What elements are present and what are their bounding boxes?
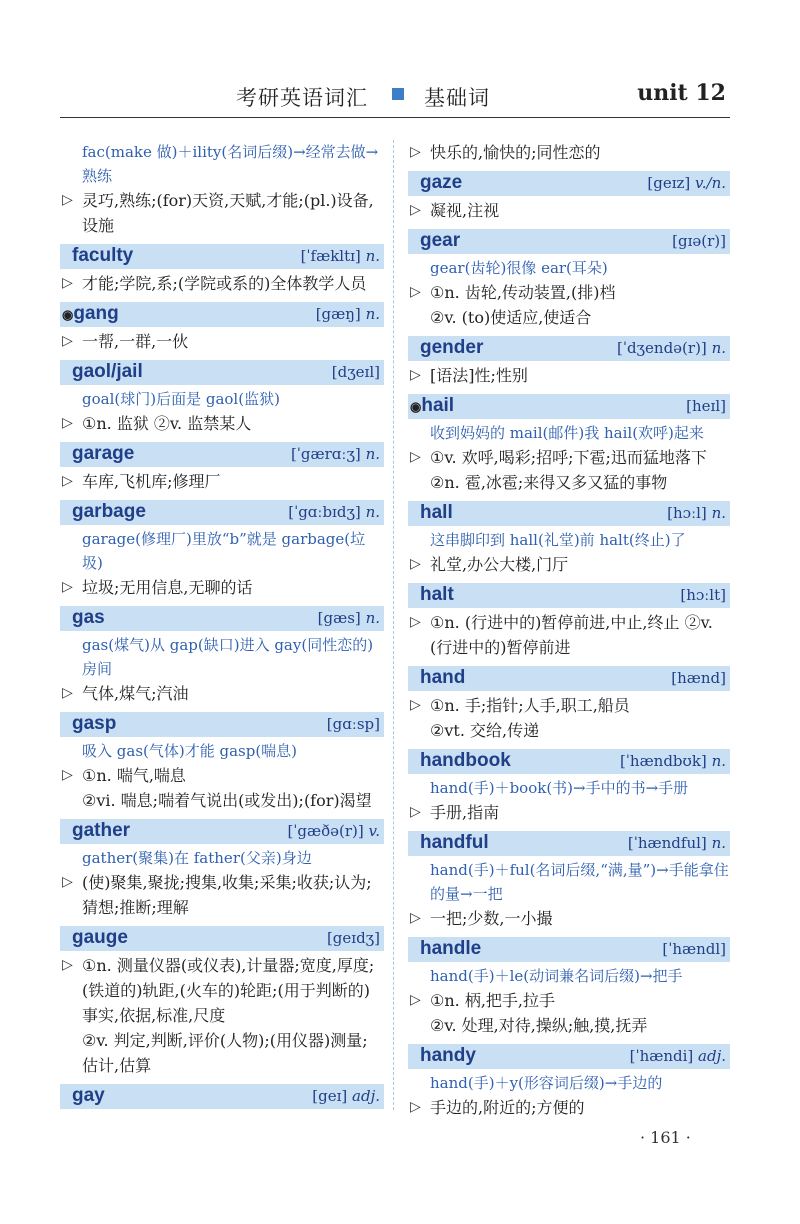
headword-bar [408,749,730,774]
book-subtitle: 基础词 [424,86,490,110]
definition-line [60,188,382,238]
headword-text: handle [420,938,482,959]
word-entry [408,336,730,388]
definition-text: ①n. 测量仪器(或仪表),计量器;宽度,厚度;(铁道的)轨距,(火车的)轮距;(用于判断的)事实,依据,标准,尺度 [82,956,375,1025]
word-entry [408,394,730,495]
definition-text: 一把;少数,一小撮 [430,909,553,928]
definition-text: 垃圾;无用信息,无聊的话 [82,578,253,597]
headword [72,713,116,735]
phonetic [318,609,380,627]
mnemonic-text: hand(手)＋le(动词兼名词后缀)→把手 [430,967,683,985]
word-entry [60,606,382,706]
mnemonic-text: goal(球门)后面是 gaol(监狱) [82,390,280,408]
headword-text: hall [420,502,453,523]
headword-bar [60,819,384,844]
definition-marker-icon: ▷ [62,192,73,208]
phonetic-text: [dʒeɪl] [331,363,380,381]
definition-text: 快乐的,愉快的;同性恋的 [430,143,601,162]
headword [420,1045,476,1067]
definition-marker-icon: ▷ [410,202,421,218]
word-entry [60,360,382,436]
headword-bar [60,1084,384,1109]
headword-bar [408,937,730,962]
headword-text: handbook [420,750,511,771]
phonetic [647,174,726,192]
headword-bar [408,1044,730,1069]
headword-bar [408,501,730,526]
headword-text: handy [420,1045,476,1066]
phonetic-text: [gɑːsp] [326,715,380,733]
headword-text: garage [72,443,135,464]
headword-bar [60,360,384,385]
key-word-bullet-icon: ◉ [62,307,74,322]
phonetic [620,752,726,770]
phonetic-text: [ˈgæðə(r)] [287,822,364,840]
headword-text: gauge [72,927,128,948]
word-entry [60,819,382,920]
phonetic [332,363,380,381]
definition-line [60,681,382,706]
page-header [0,0,800,120]
definition-marker-icon: ▷ [62,685,73,701]
definition-marker-icon: ▷ [62,874,73,890]
definition-marker-icon: ▷ [62,415,73,431]
phonetic-text: [hɔːl] [667,504,707,522]
definition-marker-icon: ▷ [410,284,421,300]
definition-text: ②vi. 喘息;喘着气说出(或发出);(for)渴望 [82,791,372,810]
headword [420,750,511,772]
part-of-speech: n. [711,834,726,852]
definition-text: 凝视,注视 [430,201,500,220]
definition-line [408,800,730,825]
phonetic [288,503,380,521]
definition-line [408,445,730,470]
definition-text: 手册,指南 [430,803,500,822]
phonetic-text: [gæs] [317,609,361,627]
definition-line [408,1095,730,1120]
part-of-speech: n. [711,504,726,522]
phonetic [287,822,380,840]
phonetic [301,247,380,265]
word-entry [60,926,382,1078]
headword-bar [60,500,384,525]
definition-marker-icon: ▷ [410,367,421,383]
phonetic [291,445,380,463]
phonetic-text: [gɪə(r)] [672,232,726,250]
headword [420,938,481,960]
definition-marker-icon: ▷ [410,910,421,926]
definition-text: ②vt. 交给,传递 [430,721,540,740]
definition-text: 车库,飞机库;修理厂 [82,472,221,491]
part-of-speech: n. [711,752,726,770]
definition-text: ①n. 喘气,喘息 [82,766,186,785]
definition-marker-icon: ▷ [410,449,421,465]
definition-text: [语法]性;性别 [430,366,528,385]
headword [72,820,130,842]
headword [420,502,453,524]
mnemonic-text: fac(make 做)＋ility(名词后缀)→经常去做→熟练 [82,143,379,185]
word-entry [60,712,382,813]
definition-text: 礼堂,办公大楼,门厅 [430,555,569,574]
definition-line [408,280,730,305]
mnemonic-text: gather(聚集)在 father(父亲)身边 [82,849,312,867]
part-of-speech: n. [365,445,380,463]
word-entry [408,501,730,577]
headword-bar [408,336,730,361]
definition-text: ①v. 欢呼,喝彩;招呼;下雹;迅而猛地落下 [430,448,707,467]
headword [420,230,460,252]
headword-bar [408,583,730,608]
part-of-speech: n. [365,503,380,521]
definition-text: ②n. 雹,冰雹;来得又多又猛的事物 [430,473,668,492]
phonetic-text: [hɔːlt] [680,586,726,604]
headword-text: gender [420,337,484,358]
part-of-speech: v. [368,822,380,840]
unit-label: unit 12 [637,80,726,106]
word-entry [60,244,382,296]
mnemonic-text: gear(齿轮)很像 ear(耳朵) [430,259,608,277]
phonetic-text: [hænd] [671,669,726,687]
headword-bar [408,831,730,856]
mnemonic-text: hand(手)＋book(书)→手中的书→手册 [430,779,689,797]
definition-marker-icon: ▷ [410,614,421,630]
phonetic [686,397,726,415]
word-entry [408,583,730,660]
phonetic-text: [heɪl] [686,397,726,415]
headword-text: garbage [72,501,146,522]
definition-line [60,329,382,354]
key-word-bullet-icon: ◉ [410,399,422,414]
phonetic-text: [ˈhændi] [629,1047,694,1065]
phonetic-text: [gæŋ] [315,305,361,323]
definition-marker-icon: ▷ [62,473,73,489]
mnemonic-text: 收到妈妈的 mail(邮件)我 hail(欢呼)起来 [430,424,704,442]
headword-bar [60,712,384,737]
headword [72,927,128,949]
definition-text: ①n. 齿轮,传动装置,(排)档 [430,283,616,302]
word-entry [408,171,730,223]
headword-text: halt [420,584,454,605]
definition-marker-icon: ▷ [410,1099,421,1115]
headword-bar [60,606,384,631]
headword-bar [408,229,730,254]
headword-text: hail [421,395,455,416]
phonetic-text: [geɪz] [647,174,691,192]
headword-text: gay [72,1085,105,1106]
word-entry [60,1084,382,1109]
definition-marker-icon: ▷ [62,767,73,783]
word-entry [408,831,730,931]
mnemonic-text: hand(手)＋ful(名词后缀,“满,量”)→手能拿住的量→一把 [430,861,729,903]
definition-text: ①n. 柄,把手,拉手 [430,991,555,1010]
definition-line [60,763,382,788]
definition-line [408,140,730,165]
left-column [60,140,382,1111]
header-square-icon [392,88,404,100]
phonetic [680,586,726,604]
headword [72,245,133,267]
part-of-speech: adj. [352,1087,380,1105]
definition-text: ①n. (行进中的)暂停前进,中止,终止 ②v. (行进中的)暂停前进 [430,613,713,657]
headword-text: gear [420,230,461,251]
column-divider [393,140,394,1110]
headword-bar [408,171,730,196]
definition-text: ②v. (to)使适应,使适合 [430,308,592,327]
mnemonic-text: gas(煤气)从 gap(缺口)进入 gay(同性恋的)房间 [82,636,374,678]
definition-line [60,953,382,1028]
headword [72,1085,105,1107]
headword [72,361,143,383]
definition-text: 气体,煤气;汽油 [82,684,189,703]
mnemonic-text: garage(修理厂)里放“b”就是 garbage(垃圾) [82,530,366,572]
phonetic-text: [ˈdʒendə(r)] [616,339,707,357]
part-of-speech: n. [365,247,380,265]
phonetic-text: [ˈgɑːbɪdʒ] [288,503,361,521]
definition-marker-icon: ▷ [62,579,73,595]
definition-line [408,363,730,388]
word-entry [60,442,382,494]
headword-text: faculty [72,245,134,266]
part-of-speech: n. [365,305,380,323]
definition-marker-icon: ▷ [410,804,421,820]
headword [410,395,454,417]
definition-line [60,271,382,296]
headword [72,443,134,465]
phonetic [672,232,726,250]
headword [420,832,489,854]
phonetic [327,929,380,947]
phonetic-text: [ˈhændful] [627,834,707,852]
headword-text: gaze [420,172,463,193]
definition-text: ①n. 监狱 ②v. 监禁某人 [82,414,252,433]
book-title: 考研英语词汇 [236,86,368,110]
header-rule [60,117,730,118]
definition-marker-icon: ▷ [62,333,73,349]
headword-text: gaol/jail [72,361,143,382]
part-of-speech: v./n. [695,174,726,192]
phonetic-text: [ˈhændbʊk] [619,752,707,770]
phonetic [316,305,380,323]
definition-line [408,693,730,718]
headword [72,501,146,523]
part-of-speech: n. [365,609,380,627]
page-number: · 161 · [640,1128,691,1147]
headword-text: gas [72,607,105,628]
headword-text: gasp [72,713,117,734]
phonetic [662,940,726,958]
phonetic [630,1047,726,1065]
headword [72,607,105,629]
phonetic-text: [geɪdʒ] [326,929,380,947]
headword-text: gang [73,303,119,324]
definition-line [408,198,730,223]
phonetic-text: [geɪ] [312,1087,348,1105]
phonetic [667,504,726,522]
definition-line [60,411,382,436]
definition-line [408,988,730,1013]
definition-text: 手边的,附近的;方便的 [430,1098,585,1117]
right-column [408,140,730,1120]
headword-bar [60,302,384,327]
definition-text: 灵巧,熟练;(for)天资,天赋,才能;(pl.)设备,设施 [82,191,374,235]
headword [420,667,465,689]
word-entry [408,666,730,743]
definition-line [60,469,382,494]
headword-bar [408,394,730,419]
word-entry [408,749,730,825]
headword [420,172,462,194]
definition-text: (使)聚集,聚拢;搜集,收集;采集;收获;认为;猜想;推断;理解 [82,873,372,917]
definition-text: 一帮,一群,一伙 [82,332,189,351]
word-entry [408,937,730,1038]
headword [420,337,483,359]
phonetic [327,715,380,733]
mnemonic-text: 这串脚印到 hall(礼堂)前 halt(终止)了 [430,531,686,549]
phonetic-text: [ˈfækltɪ] [300,247,361,265]
headword-bar [60,244,384,269]
phonetic [617,339,726,357]
headword [62,303,119,325]
definition-marker-icon: ▷ [410,144,421,160]
phonetic [671,669,726,687]
definition-marker-icon: ▷ [410,992,421,1008]
headword-bar [60,442,384,467]
part-of-speech: n. [711,339,726,357]
word-entry [60,302,382,354]
mnemonic-text: 吸入 gas(气体)才能 gasp(喘息) [82,742,298,760]
definition-text: ②v. 处理,对待,操纵;触,摸,抚弄 [430,1016,648,1035]
definition-text: ①n. 手;指针;人手,职工,船员 [430,696,630,715]
mnemonic-text: hand(手)＋y(形容词后缀)→手边的 [430,1074,663,1092]
definition-line [408,610,730,660]
word-entry [408,1044,730,1120]
definition-text: ②v. 判定,判断,评价(人物);(用仪器)测量;估计,估算 [82,1031,368,1075]
phonetic [312,1087,380,1105]
phonetic [628,834,726,852]
phonetic-text: [ˈhændl] [662,940,726,958]
definition-line [60,870,382,920]
word-entry [408,229,730,330]
definition-line [60,575,382,600]
definition-marker-icon: ▷ [62,957,73,973]
definition-line [408,906,730,931]
definition-line [408,552,730,577]
headword [420,584,454,606]
word-entry [60,500,382,600]
definition-marker-icon: ▷ [62,275,73,291]
definition-text: 才能;学院,系;(学院或系的)全体教学人员 [82,274,367,293]
part-of-speech: adj. [698,1047,726,1065]
definition-marker-icon: ▷ [410,697,421,713]
headword-text: gather [72,820,131,841]
phonetic-text: [ˈgærɑːʒ] [290,445,361,463]
headword-bar [408,666,730,691]
definition-marker-icon: ▷ [410,556,421,572]
headword-bar [60,926,384,951]
headword-text: handful [420,832,489,853]
headword-text: hand [420,667,466,688]
